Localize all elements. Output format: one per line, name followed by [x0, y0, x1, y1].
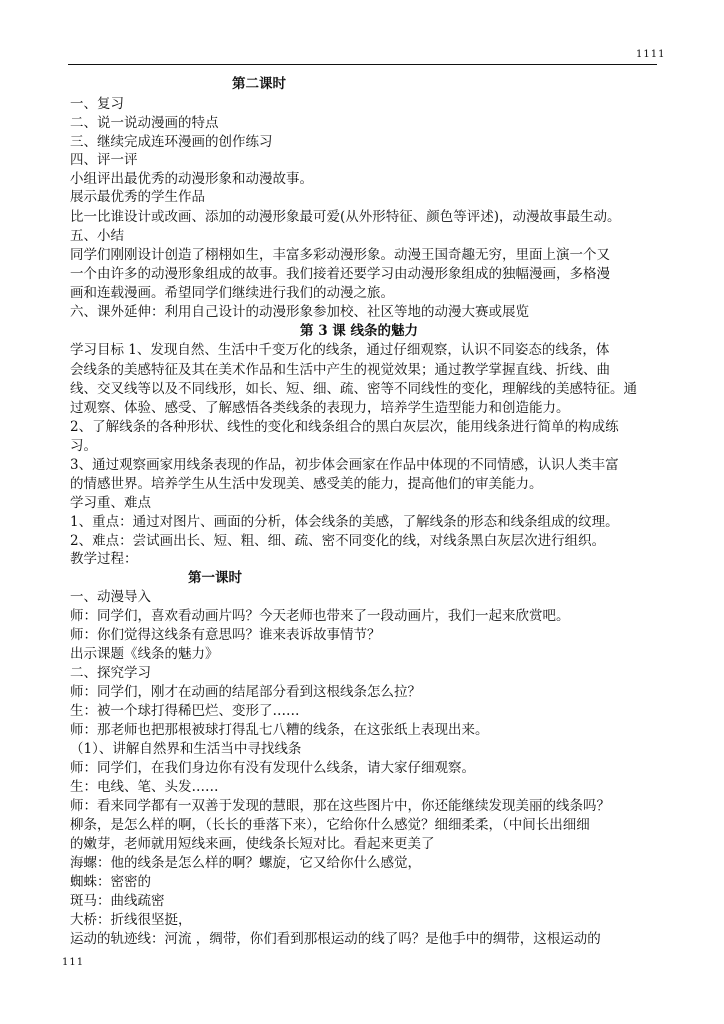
text-line: 比一比谁设计或改画、添加的动漫形象最可爱(从外形特征、颜色等评述)，动漫故事最生动。 [70, 209, 621, 225]
text-line: 学习重、难点 [70, 495, 151, 511]
text-line: 习。 [70, 438, 97, 454]
text-line: 师：那老师也把那根被球打得乱七八糟的线条，在这张纸上表现出来。 [70, 722, 489, 738]
text-line: 六、课外延伸：利用自己设计的动漫形象参加校、社区等地的动漫大赛或展览 [70, 304, 529, 320]
text-line: （1）、讲解自然界和生活当中寻找线条 [70, 741, 302, 757]
text-line: 2、了解线条的各种形状、线性的变化和线条组合的黑白灰层次，能用线条进行简单的构成练 [70, 419, 619, 435]
text-line: 大桥：折线很坚挺， [70, 912, 192, 928]
text-line: 出示课题《线条的魅力》 [70, 646, 219, 662]
text-line: 二、说一说动漫画的特点 [70, 115, 219, 131]
text-line: 一、动漫导入 [70, 589, 151, 605]
text-line: 蜘蛛：密密的 [70, 874, 151, 890]
text-line: 3、通过观察画家用线条表现的作品，初步体会画家在作品中体现的不同情感，认识人类丰富 [70, 457, 619, 473]
text-line: 2、难点：尝试画出长、短、粗、细、疏、密不同变化的线，对线条黑白灰层次进行组织。 [70, 533, 606, 549]
footer-page-mark: 111 [62, 957, 85, 968]
text-line: 同学们刚刚设计创造了栩栩如生，丰富多彩动漫形象。动漫王国奇趣无穷，里面上演一个又 [70, 247, 610, 263]
text-line: 斑马：曲线疏密 [70, 893, 165, 909]
text-line: 海螺：他的线条是怎么样的啊？螺旋，它又给你什么感觉， [70, 855, 421, 871]
text-line: 画和连载漫画。希望同学们继续进行我们的动漫之旅。 [70, 285, 394, 301]
text-line: 师：看来同学都有一双善于发现的慧眼，那在这些图片中，你还能继续发现美丽的线条吗？ [70, 798, 610, 814]
text-line: 小组评出最优秀的动漫形象和动漫故事。 [70, 171, 313, 187]
text-line: 师：同学们，刚才在动画的结尾部分看到这根线条怎么拉？ [70, 684, 421, 700]
text-line: 教学过程： [70, 551, 138, 567]
text-line: 二、探究学习 [70, 665, 151, 681]
text-line: 三、继续完成连环漫画的创作练习 [70, 134, 273, 150]
text-line: 运动的轨迹线：河流 ，绸带，你们看到那根运动的线了吗？是他手中的绸带，这根运动的 [70, 931, 601, 947]
text-line: 师：同学们，在我们身边你有没有发现什么线条，请大家仔细观察。 [70, 760, 475, 776]
text-line: 会线条的美感特征及其在美术作品和生活中产生的视觉效果；通过教学掌握直线、折线、曲 [70, 362, 610, 378]
text-line: 过观察、体验、感受、了解感悟各类线条的表现力，培养学生造型能力和创造能力。 [70, 400, 570, 416]
text-line: 的情感世界。培养学生从生活中发现美、感受美的能力，提高他们的审美能力。 [70, 476, 543, 492]
text-line: 的嫩芽，老师就用短线来画，使线条长短对比。看起来更美了 [70, 836, 435, 852]
text-line: 学习目标 1、发现自然、生活中千变万化的线条，通过仔细观察，认识不同姿态的线条，体 [70, 342, 610, 358]
lesson-title-first-period: 第一课时 [188, 570, 242, 586]
text-line: 展示最优秀的学生作品 [70, 189, 205, 205]
header-page-mark: 1111 [636, 49, 666, 60]
text-line: 一、复习 [70, 96, 124, 112]
text-line: 线、交叉线等以及不同线形，如长、短、细、疏、密等不同线性的变化，理解线的美感特征。通 [70, 381, 637, 397]
text-line: 一个由许多的动漫形象组成的故事。我们接着还要学习由动漫形象组成的独幅漫画，多格漫 [70, 266, 610, 282]
text-line: 五、小结 [70, 228, 124, 244]
text-line: 生：被一个球打得稀巴烂、变形了…… [70, 703, 300, 719]
header-rule [68, 64, 657, 65]
lesson-title-second-period: 第二课时 [232, 76, 286, 92]
text-line: 生：电线、笔、头发…… [70, 779, 219, 795]
lesson-title-lines-charm: 第 3 课 线条的魅力 [300, 323, 418, 339]
text-line: 四、评一评 [70, 152, 138, 168]
text-line: 师：你们觉得这线条有意思吗？谁来表诉故事情节？ [70, 627, 381, 643]
text-line: 柳条，是怎么样的啊，（长长的垂落下来），它给你什么感觉？细细柔柔，（中间长出细细 [70, 817, 590, 833]
text-line: 1、重点：通过对图片、画面的分析，体会线条的美感，了解线条的形态和线条组成的纹理。 [70, 514, 619, 530]
text-line: 师：同学们，喜欢看动画片吗？今天老师也带来了一段动画片，我们一起来欣赏吧。 [70, 608, 570, 624]
